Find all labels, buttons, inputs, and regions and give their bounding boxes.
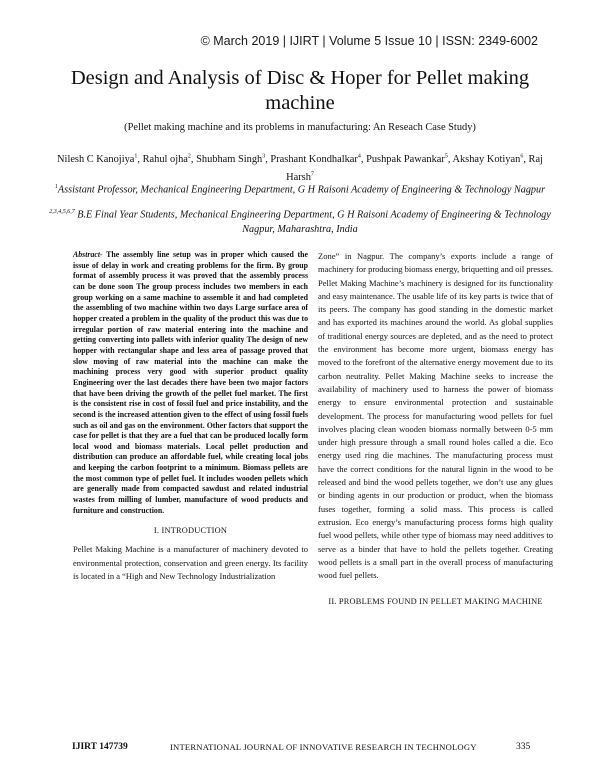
paper-title bbox=[40, 66, 560, 116]
footer-journal-name: INTERNATIONAL JOURNAL OF INNOVATIVE RESEARCH IN TECHNOLOGY bbox=[170, 742, 477, 752]
author-3: Shubham Singh$^3$, bbox=[196, 154, 271, 166]
affiliation-1: $^1$Assistant Professor, Mechanical Engineering Department, G H Raisoni Academy of Engineering & Technology Nagpur bbox=[54, 184, 546, 196]
page-header-citation: © March 2019 | IJIRT | Volume 5 Issue 10 | ISSN: 2349-6002 bbox=[200, 34, 538, 48]
abstract-text: The assembly line setup was in proper which caused the issue of delay in work and creating problems for the firm. By group format of assembly process it was proved that the assembly process can be done soon The group process includes two members in each group working on a same machine to assemble it and had completed the assembling of two machine within two days Large surface area of hopper created a problem in the quality of the product this was due to irregular portion of raw material entering into the machine and getting converting into pallets with inferior quality The design of new hopper with rectangular shape and less area of passage proved that slow moving of raw material into the machine can make the machining process very good with superior product quality Engineering over the last decades there have been two major factors that have been driving the growth of the pellet fuel market. The first is the consistent rise in cost of fossil fuel and price instability, and the second is the increased attention given to the effect of using fossil fuels such as oil and gas on the environment. Other factors that support the case for pellet is that they are a fuel that can be produced locally form local wood and biomass materials. Local pellet production and distribution can produce an affordable fuel, while creating local jobs and keeping the carbon footprint to a minimum. Biomass pellets are the most common type of pellet fuel. It includes wooden pellets which are generally made from compacted sawdust and related industrial wastes from milling of lumber, manufacture of wood products and furniture and construction. bbox=[73, 250, 308, 515]
title-line-2: machine bbox=[265, 92, 335, 114]
title-line-1: Design and Analysis of Disc & Hoper for Pellet making bbox=[70, 67, 530, 89]
abstract-label: Abstract- bbox=[73, 250, 103, 259]
abstract bbox=[73, 250, 308, 516]
section-heading-introduction: I. INTRODUCTION bbox=[153, 526, 228, 536]
right-column bbox=[318, 250, 553, 616]
section-heading-problems: II. PROBLEMS FOUND IN PELLET MAKING MACHINE bbox=[328, 597, 543, 607]
introduction-continued-paragraph: Zone” in Nagpur. The company’s exports include a range of machinery for producing biomass energy, briquetting and oil presses. Pellet Making Machine’s machinery is designed for its functionality and easy maintenance. The usable life of its key parts is twice that of its peers. The company has good standing in the domestic market and has exported its machines around the world. As global supplies of traditional energy sources are depleted, and as the need to protect the environment has become more urgent, biomass energy has moved to the forefront of the alternative energy movement due to its carbon neutrality. Pellet Making Machine seeks to increase the availability of machinery used to harness the power of biomass energy to ensure environmental protection and sustainable development. The process for manufacturing wood pellets for fuel involves placing clean wooden biomass normally between 0-5 mm under high pressure through a small round holes called a die. Eco energy used ring die machines. The manufacturing process must have the correct conditions for the natural lignin in the wood to be released and bind the wood pellets together, we don’t use any glues or binding agents in our production or product, when the biomass fuses together, forming a solid mass. This process is called extrusion. Eco energy’s manufacturing process forms high quality fuel wood pellets, while other type of biomass may need additives to serve as a binder that have to hold the pellets together. Creating wood pellets is a small part in the overall process of manufacturing wood fuel pellets. bbox=[318, 251, 553, 581]
author-7: Raj Harsh$^7$ bbox=[286, 154, 543, 184]
author-1: Nilesh C Kanojiya$^1$, bbox=[57, 154, 143, 166]
author-2: Rahul ojha$^2$, bbox=[142, 154, 197, 166]
author-6: Akshay Kotiyan$^6$, bbox=[452, 154, 529, 166]
paper-subtitle: (Pellet making machine and its problems in manufacturing: An Reseach Case Study) bbox=[124, 122, 476, 133]
author-4: Prashant Kondhalkar$^4$, bbox=[270, 154, 367, 166]
affiliation-2: $^{2,3,4,5,6,7}$ B.E Final Year Students, Mechanical Engineering Department, G H Raisoni Academy of Engineering & Technology Nagpur, Maharashtra, India bbox=[49, 209, 551, 236]
footer-page-number: 335 bbox=[516, 742, 531, 752]
introduction-paragraph: Pellet Making Machine is a manufacturer of machinery devoted to environmental protection, conservation and green energy. Its facility is located in a “High and New Technology Industrialization bbox=[73, 544, 308, 581]
author-5: Pushpak Pawankar$^5$, bbox=[366, 154, 453, 166]
footer-journal-id: IJIRT 147739 bbox=[72, 742, 128, 752]
left-column bbox=[73, 250, 308, 583]
